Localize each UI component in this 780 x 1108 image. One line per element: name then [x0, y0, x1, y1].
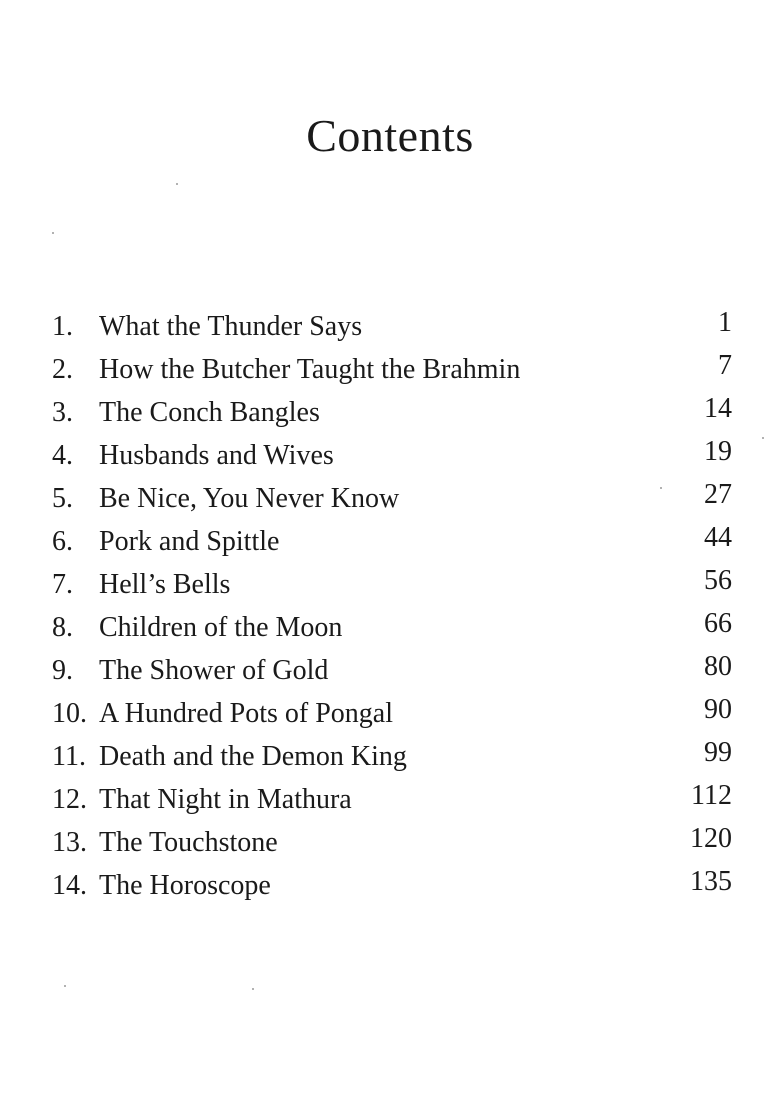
toc-entry[interactable] — [52, 821, 732, 864]
table-of-contents — [52, 305, 732, 907]
toc-entry-number: 8. — [52, 612, 73, 643]
toc-entry[interactable] — [52, 778, 732, 821]
toc-entry-number: 14. — [52, 870, 87, 901]
toc-entry-number: 13. — [52, 827, 87, 858]
toc-entry-page: 135 — [690, 866, 732, 897]
toc-entry[interactable] — [52, 563, 732, 606]
toc-entry-title: Hell’s Bells — [99, 569, 231, 600]
toc-entry-page: 80 — [704, 651, 732, 682]
toc-entry[interactable] — [52, 520, 732, 563]
toc-entry[interactable] — [52, 735, 732, 778]
toc-entry[interactable] — [52, 305, 732, 348]
toc-entry-title: That Night in Mathura — [99, 784, 352, 815]
toc-entry-title: The Conch Bangles — [99, 397, 320, 428]
toc-entry-title: Be Nice, You Never Know — [99, 483, 400, 514]
toc-entry-number: 12. — [52, 784, 87, 815]
toc-entry[interactable] — [52, 864, 732, 907]
toc-entry-number: 10. — [52, 698, 87, 729]
toc-entry[interactable] — [52, 391, 732, 434]
toc-entry-number: 2. — [52, 354, 73, 385]
toc-entry-title: Death and the Demon King — [99, 741, 407, 772]
toc-entry[interactable] — [52, 434, 732, 477]
toc-entry-title: Husbands and Wives — [99, 440, 334, 471]
toc-entry-page: 19 — [704, 436, 732, 467]
toc-entry-page: 44 — [704, 522, 732, 553]
toc-entry-number: 9. — [52, 655, 73, 686]
toc-entry-title: The Shower of Gold — [99, 655, 329, 686]
toc-entry[interactable] — [52, 606, 732, 649]
toc-entry-page: 14 — [704, 393, 732, 424]
toc-entry-title: A Hundred Pots of Pongal — [99, 698, 393, 729]
toc-entry-page: 66 — [704, 608, 732, 639]
scan-speck — [176, 183, 178, 185]
scan-speck — [660, 487, 662, 489]
toc-entry-number: 5. — [52, 483, 73, 514]
toc-entry-title: How the Butcher Taught the Brahmin — [99, 354, 521, 385]
toc-entry-number: 1. — [52, 311, 73, 342]
toc-entry-page: 90 — [704, 694, 732, 725]
toc-entry-number: 4. — [52, 440, 73, 471]
toc-entry-title: What the Thunder Says — [99, 311, 363, 342]
toc-entry-page: 27 — [704, 479, 732, 510]
toc-entry-page: 1 — [718, 307, 732, 338]
toc-entry-number: 3. — [52, 397, 73, 428]
toc-entry[interactable] — [52, 348, 732, 391]
toc-entry-page: 120 — [690, 823, 732, 854]
toc-entry[interactable] — [52, 477, 732, 520]
page-title: Contents — [306, 110, 474, 161]
toc-entry-page: 99 — [704, 737, 732, 768]
toc-entry[interactable] — [52, 649, 732, 692]
toc-entry-number: 6. — [52, 526, 73, 557]
toc-entry-title: Pork and Spittle — [99, 526, 280, 557]
scan-speck — [252, 988, 254, 990]
toc-entry-title: The Touchstone — [99, 827, 278, 858]
scan-speck — [762, 437, 764, 439]
toc-entry-number: 7. — [52, 569, 73, 600]
toc-entry-title: The Horoscope — [99, 870, 271, 901]
scan-speck — [52, 232, 54, 234]
toc-entry-title: Children of the Moon — [99, 612, 343, 643]
scan-speck — [64, 985, 66, 987]
toc-entry-page: 112 — [691, 780, 732, 811]
toc-entry[interactable] — [52, 692, 732, 735]
toc-entry-number: 11. — [52, 741, 86, 772]
toc-entry-page: 56 — [704, 565, 732, 596]
toc-entry-page: 7 — [718, 350, 732, 381]
